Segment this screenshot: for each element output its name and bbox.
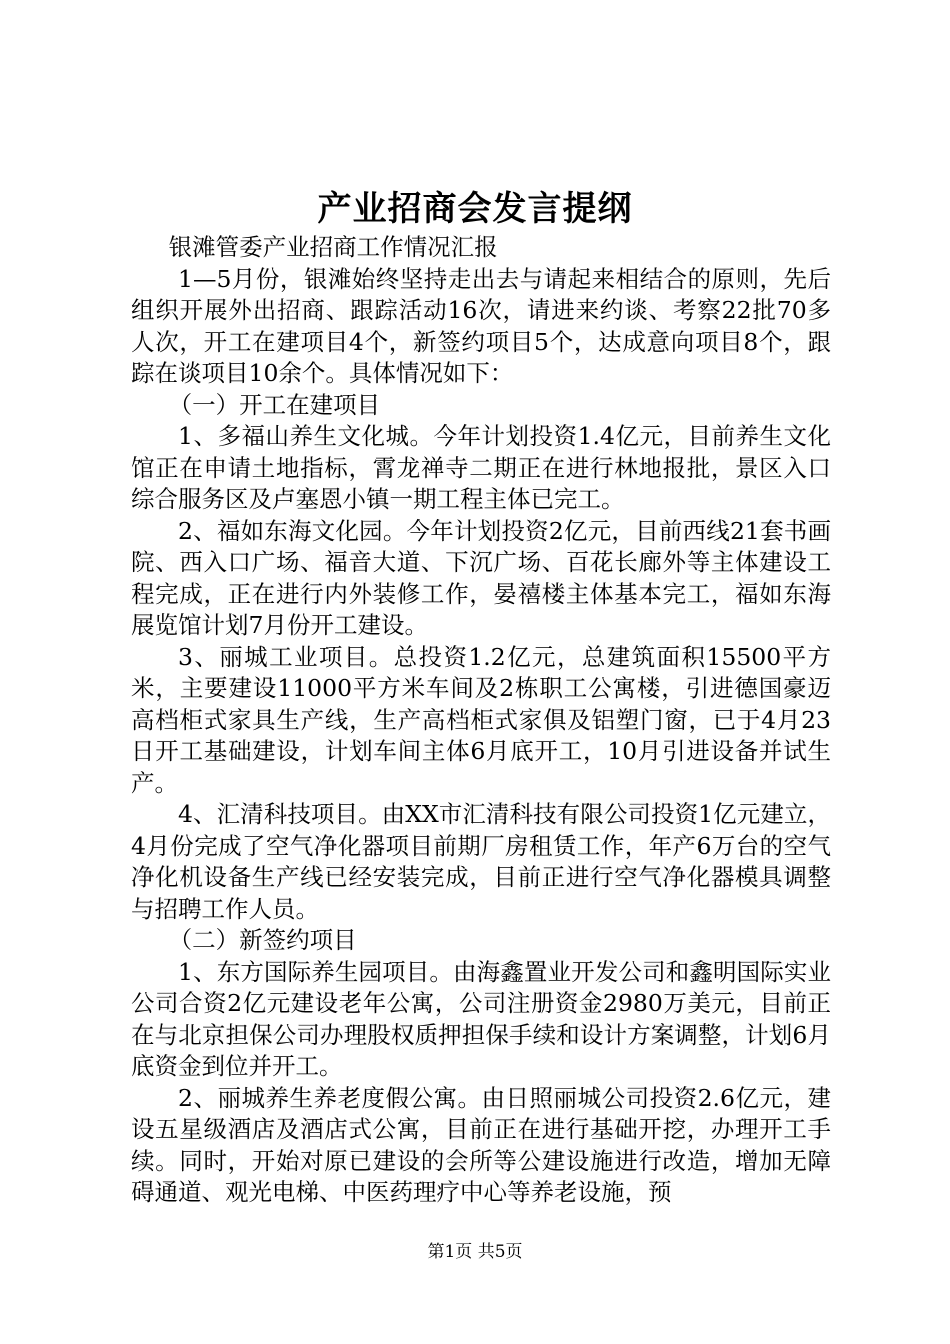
page-footer: 第1页 共5页 [427,1242,523,1262]
paragraph-signed-2: 2、丽城养生养老度假公寓。由日照丽城公司投资2.6亿元，建设五星级酒店及酒店式公寓，目前正在进行基础开挖，办理开工手续。同时，开始对原已建设的会所等公建设施进行改造，增加无障碍通道、观光电梯、中医药理疗中心等养老设施，预 [131,1083,831,1206]
document-title: 产业招商会发言提纲 [317,189,633,229]
paragraph-signed-1: 1、东方国际养生园项目。由海鑫置业开发公司和鑫明国际实业公司合资2亿元建设老年公寓，公司注册资金2980万美元，目前正在与北京担保公司办理股权质押担保手续和设计方案调整，计划6月底资金到位并开工。 [131,957,831,1080]
paragraph-item-4: 4、汇清科技项目。由XX市汇清科技有限公司投资1亿元建立，4月份完成了空气净化器项目前期厂房租赁工作，年产6万台的空气净化机设备生产线已经安装完成，目前正进行空气净化器模具调整与招聘工作人员。 [131,800,831,923]
section-heading-1: （一）开工在建项目 [168,390,381,419]
report-heading: 银滩管委产业招商工作情况汇报 [168,233,498,261]
paragraph-item-3: 3、丽城工业项目。总投资1.2亿元，总建筑面积15500平方米，主要建设11000平方米车间及2栋职工公寓楼，引进德国豪迈高档柜式家具生产线，生产高档柜式家俱及铝塑门窗，已于4月23日开工基础建设，计划车间主体6月底开工，10月引进设备并试生产。 [131,642,831,797]
paragraph-intro: 1—5月份，银滩始终坚持走出去与请起来相结合的原则，先后组织开展外出招商、跟踪活动16次，请进来约谈、考察22批70多人次，开工在建项目4个，新签约项目5个，达成意向项目8个，跟踪在谈项目10余个。具体情况如下： [131,264,831,387]
section-heading-2: （二）新签约项目 [168,926,357,954]
document-body [131,232,831,1209]
paragraph-item-1: 1、多福山养生文化城。今年计划投资1.4亿元，目前养生文化馆正在申请土地指标，霄龙禅寺二期正在进行林地报批，景区入口综合服务区及卢塞恩小镇一期工程主体已完工。 [131,422,831,513]
paragraph-item-2: 2、福如东海文化园。今年计划投资2亿元，目前西线21套书画院、西入口广场、福音大道、下沉广场、百花长廊外等主体建设工程完成，正在进行内外装修工作，晏禧楼主体基本完工，福如东海展览馆计划7月份开工建设。 [131,516,831,639]
